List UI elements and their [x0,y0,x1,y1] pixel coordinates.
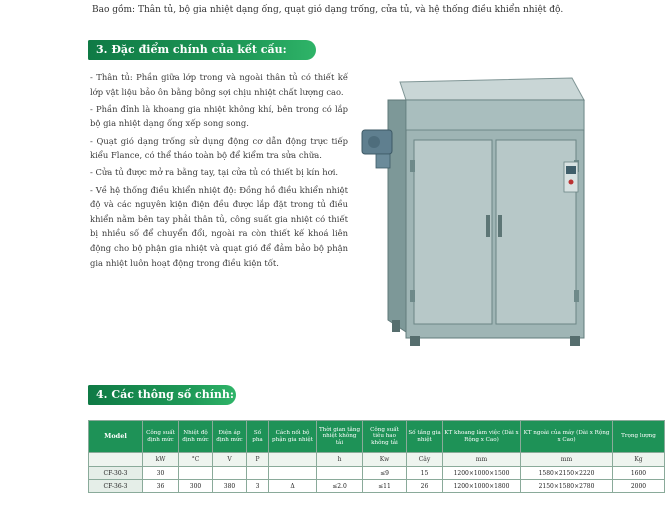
table-cell [213,467,247,480]
column-header: Model [89,421,143,453]
column-header: Nhiệt độ định mức [179,421,213,453]
table-header-row [89,421,665,453]
unit-cell: P [247,453,269,467]
table-cell: 1200×1000×1500 [443,467,521,480]
feature-cabinet-door: - Cửa tủ được mở ra bằng tay, tại cửa tủ có thiết bị kín hơi. [90,167,339,178]
table-cell: 300 [179,480,213,493]
table-cell: 3 [247,480,269,493]
table-row [89,467,665,480]
table-row [89,480,665,493]
table-cell: 1580×2150×2220 [521,467,613,480]
column-header: KT ngoài của máy (Dài x Rộng x Cao) [521,421,613,453]
column-header: Số pha [247,421,269,453]
column-header: Số tầng gia nhiệt [407,421,443,453]
model-cell: CF-30-3 [89,467,143,480]
table-cell: 30 [143,467,179,480]
table-cell: 1200×1000×1800 [443,480,521,493]
table-cell: 1600 [613,467,665,480]
model-cell: CF-36-3 [89,480,143,493]
drying-oven-photo [358,70,596,350]
unit-cell: kW [143,453,179,467]
unit-cell [269,453,317,467]
unit-cell: Kg [613,453,665,467]
column-header: Công suất tiêu hao không tải [363,421,407,453]
units-row [89,453,665,467]
table-cell [317,467,363,480]
column-header: Công suất định mức [143,421,179,453]
table-cell: ≤11 [363,480,407,493]
unit-cell [89,453,143,467]
table-cell [179,467,213,480]
unit-cell: Kw [363,453,407,467]
table-cell [269,467,317,480]
structure-features-list [90,70,348,273]
column-header: Cách nối bộ phận gia nhiệt [269,421,317,453]
unit-cell: Cây [407,453,443,467]
table-cell: Δ [269,480,317,493]
table-cell: ≤9 [363,467,407,480]
feature-temperature-control: - Về hệ thống điều khiển nhiệt độ: Đồng hồ điều khiển nhiệt độ và các nguyên kiện điện đều được lắp đặt trong tủ điều khiển nằm bên tay phải thân tủ, công suất gia nhiệt có thiết bị nhiều số để chuyển đổi, ngoài ra còn thiết kế khoá liên động cho bộ phận gia nhiệt và quạt gió để đảm bảo bộ phận gia nhiệt luôn hoạt động trong điều kiện tốt. [90,184,348,268]
unit-cell: mm [443,453,521,467]
section-heading-structure: 3. Đặc điểm chính của kết cấu: [88,40,316,60]
feature-heating-chamber: - Phần đỉnh là khoang gia nhiệt không khí, bên trong có lắp bộ gia nhiệt dạng ống xếp song song. [90,103,348,129]
unit-cell: °C [179,453,213,467]
unit-cell: h [317,453,363,467]
table-cell: 15 [407,467,443,480]
column-header: KT khoang làm việc (Dài x Rộng x Cao) [443,421,521,453]
table-cell: 36 [143,480,179,493]
table-cell: 26 [407,480,443,493]
table-cell: 2000 [613,480,665,493]
column-header: Trọng lượng [613,421,665,453]
table-cell: 380 [213,480,247,493]
feature-blower-fan: - Quạt gió dạng trống sử dụng động cơ dẫn động trực tiếp kiểu Flance, có thể tháo toàn bộ để kiểm tra sửa chữa. [90,135,348,161]
unit-cell: mm [521,453,613,467]
table-cell: 2150×1580×2780 [521,480,613,493]
unit-cell: V [213,453,247,467]
column-header: Điện áp định mức [213,421,247,453]
specifications-table [88,420,665,493]
intro-text: Bao gồm: Thân tủ, bộ gia nhiệt dạng ống, quạt gió dạng trống, cửa tủ, và hệ thống điều khiển nhiệt độ. [92,5,564,15]
table-cell [247,467,269,480]
column-header: Thời gian tăng nhiệt không tải [317,421,363,453]
table-cell: ≤2.0 [317,480,363,493]
feature-cabinet-body: - Thân tủ: Phần giữa lớp trong và ngoài thân tủ có thiết kế lớp vật liệu bảo ôn bằng bông sợi chịu nhiệt chất lượng cao. [90,72,348,97]
section-heading-specifications: 4. Các thông số chính: [88,385,236,405]
